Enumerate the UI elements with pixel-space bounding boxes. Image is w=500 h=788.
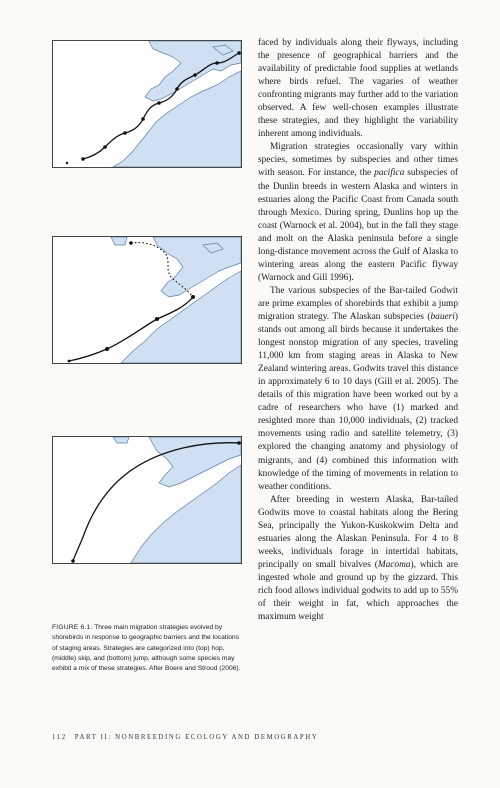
stopover-point [175, 87, 179, 91]
stopover-point [105, 347, 109, 351]
figure-label: FIGURE 6.1. [52, 624, 93, 631]
paragraph-4 [258, 494, 458, 624]
paragraph-1-text: faced by individuals along their flyways, including the presence of geographical barriers and the availability of predictable food supplies at wetlands where birds refuel. The vagaries of weather confronting migrants may further add to the variation observed. A few well-chosen examples illustrate these strategies, and they highlight the variability inherent among individuals. [258, 38, 458, 140]
stopover-point [237, 51, 241, 55]
stopover-point [193, 73, 197, 77]
running-head: PART II: NONBREEDING ECOLOGY AND DEMOGRAPHY [74, 734, 319, 741]
stopover-point [103, 145, 107, 149]
caption-text: Three main migration strategies evolved by shorebirds in response to geographic barriers and the locations of staging areas. Strategies are categorized into (top) hop, (middle) skip, and (bottom) jump, although some species may exhibit a mix of these strategies. After Boere and Stroud (2006). [52, 624, 241, 673]
stopover-point [68, 360, 71, 363]
stopover-point [71, 559, 75, 563]
skip-map-graphic [53, 237, 241, 363]
paragraph-4-italic: Macoma [377, 559, 411, 570]
paragraph-4-text-b: ), which are ingested whole and ground up by the gizzard. This rich food allows individual godwits to add up to 55% of their weight in fat, which approaches the maximum weight [258, 559, 458, 623]
paragraph-2-italic: pacifica [374, 168, 405, 179]
jump-map-graphic [53, 437, 241, 563]
body-column [258, 37, 458, 624]
paragraph-2 [258, 141, 458, 285]
paragraph-2-text-b: subspecies of the Dunlin breeds in western Alaska and winters in estuaries along the Pacific Coast from Canada south through Mexico. During spring, Dunlins hop up the coast (Warnock et al. 2004), but in the fall they stage and molt on the Alaska peninsula before a single long-distance movement across the Gulf of Alaska to wintering areas along the eastern Pacific flyway (Warnock and Gill 1996). [258, 168, 458, 283]
stopover-point [237, 441, 241, 445]
island-1 [111, 237, 127, 245]
stopover-point [66, 162, 68, 164]
paragraph-1 [258, 37, 458, 141]
paragraph-3-italic: baueri [430, 311, 455, 322]
island-1 [113, 437, 129, 443]
figure-caption [52, 623, 242, 674]
stopover-point [191, 295, 195, 299]
paragraph-2-text-a: Migration strategies occasionally vary within species, sometimes by subspecies and other times with season. For instance, the [258, 142, 458, 179]
stopover-point [155, 317, 159, 321]
stopover-point [123, 131, 127, 135]
page-footer [52, 734, 318, 741]
stopover-point [157, 101, 161, 105]
migration-map-hop [52, 40, 242, 168]
stopover-point [141, 117, 145, 121]
page-number: 112 [52, 734, 67, 741]
hop-map-graphic [53, 41, 241, 167]
stopover-point [81, 157, 85, 161]
migration-map-skip [52, 236, 242, 364]
paragraph-3 [258, 285, 458, 494]
paragraph-3-text-b: ) stands out among all birds because it undertakes the longest nonstop migration of any species, traveling 11,000 km from staging areas in Alaska to New Zealand wintering areas. Godwits travel this distance in approximately 6 to 10 days (Gill et al. 2005). The details of this migration have been worked out by a cadre of researchers who have (1) marked and resighted more than 10,000 individuals, (2) tracked movements using radio and satellite telemetry, (3) explored the changing anatomy and physiology of migrants, and (4) combined this information with knowledge of the timing of movements in relation to weather conditions. [258, 311, 458, 492]
migration-map-jump [52, 436, 242, 564]
paragraph-3-text-a: The various subspecies of the Bar-tailed Godwit are prime examples of shorebirds that exhibit a jump migration strategy. The Alaskan subspecies ( [258, 285, 458, 322]
paragraph-4-text-a: After breeding in western Alaska, Bar-tailed Godwits move to coastal habitats along the Bering Sea, principally the Yukon-Kuskokwim Delta and estuaries along the Alaskan Peninsula. For 4 to 8 weeks, individuals forage in intertidal habitats, principally on small bivalves ( [258, 494, 458, 570]
stopover-point [215, 61, 219, 65]
stopover-point [129, 241, 133, 245]
